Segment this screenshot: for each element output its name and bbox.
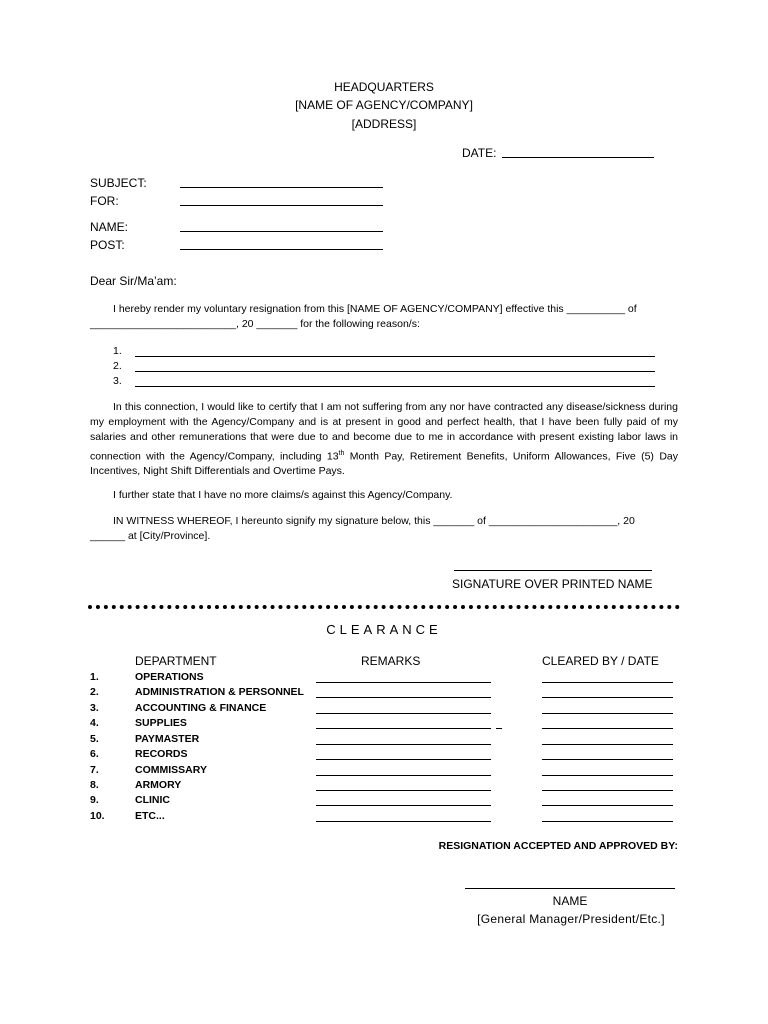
reason-number: 2. [113,360,122,372]
column-header-cleared-by-date: CLEARED BY / DATE [542,654,659,668]
row-number: 5. [90,733,99,745]
remarks-field[interactable] [316,713,491,714]
body-paragraph-1-line-2: _________________________, 20 _______ for the following reason/s: [90,318,420,330]
header-address: [ADDRESS] [351,117,417,131]
header-title: HEADQUARTERS [334,80,434,94]
certification-text: In this connection, I would like to certify that I am not suffering from any nor have contracted any disease/sickness during my employment with the Agency/Company and is at present in good and perfect health, that I have been fully paid of my salaries and other remunerations that were due to and become due to me in accordance with present existing labor laws in connection with the Agency/Company, including 13 [90,401,678,463]
reason-number: 1. [113,345,122,357]
name-label: NAME: [90,220,129,234]
department-name: CLINIC [135,794,170,806]
subject-label: SUBJECT: [90,176,147,190]
row-number: 3. [90,702,99,714]
witness-line-2: ______ at [City/Province]. [90,530,211,542]
reason-field-3[interactable] [135,386,655,387]
department-name: ARMORY [135,779,182,791]
clearance-title: CLEARANCE [326,622,442,637]
reason-number: 3. [113,375,122,387]
header-agency: [NAME OF AGENCY/COMPANY] [295,98,473,112]
remarks-field[interactable] [316,790,491,791]
name-field[interactable] [180,231,383,232]
cleared-by-field[interactable] [542,713,673,714]
cleared-by-field[interactable] [542,805,673,806]
cleared-by-field[interactable] [542,790,673,791]
column-header-remarks: REMARKS [361,654,421,668]
approval-label: RESIGNATION ACCEPTED AND APPROVED BY: [438,840,678,852]
post-field[interactable] [180,249,383,250]
department-name: ACCOUNTING & FINANCE [135,702,267,714]
row-number: 4. [90,717,99,729]
cleared-by-field[interactable] [542,759,673,760]
cleared-by-field[interactable] [542,697,673,698]
approver-role: [General Manager/President/Etc.] [477,912,665,926]
approver-name: NAME [552,894,588,908]
department-name: SUPPLIES [135,717,187,729]
approver-signature-field[interactable] [465,888,675,889]
cleared-by-field[interactable] [542,682,673,683]
salutation: Dear Sir/Ma’am: [90,274,177,288]
reason-field-1[interactable] [135,356,655,357]
department-name: ADMINISTRATION & PERSONNEL [135,686,304,698]
remarks-field[interactable] [316,682,491,683]
remarks-field[interactable] [316,805,491,806]
department-name: COMMISSARY [135,764,207,776]
row-number: 7. [90,764,99,776]
reason-field-2[interactable] [135,371,655,372]
department-name: ETC... [135,810,165,822]
remarks-field[interactable] [316,759,491,760]
subject-field[interactable] [180,187,383,188]
certification-text-end: Month Pay, Retirement Benefits, Uniform Allowances, Five (5) Day Incentives, Night Shift Differentials and Overtime Pays. [90,450,678,478]
remarks-field[interactable] [316,744,491,745]
row-number: 9. [90,794,99,806]
row-number: 10. [90,810,105,822]
stray-mark [496,728,502,729]
for-label: FOR: [90,194,119,208]
body-paragraph-3: I further state that I have no more claims/s against this Agency/Company. [113,489,453,501]
remarks-field[interactable] [316,728,491,729]
department-name: OPERATIONS [135,671,204,683]
witness-line-1: IN WITNESS WHEREOF, I hereunto signify my signature below, this _______ of ______________________, 20 [113,515,635,527]
cleared-by-field[interactable] [542,728,673,729]
row-number: 6. [90,748,99,760]
row-number: 2. [90,686,99,698]
date-label: DATE: [462,146,497,160]
ordinal-suffix: th [338,449,345,457]
cleared-by-field[interactable] [542,775,673,776]
post-label: POST: [90,238,125,252]
date-field[interactable] [502,157,654,158]
body-paragraph-1-line-1: I hereby render my voluntary resignation from this [NAME OF AGENCY/COMPANY] effective this __________ of [113,303,637,315]
cleared-by-field[interactable] [542,821,673,822]
for-field[interactable] [180,205,383,206]
column-header-department: DEPARTMENT [135,654,217,668]
section-divider [88,605,680,609]
cleared-by-field[interactable] [542,744,673,745]
department-name: RECORDS [135,748,188,760]
row-number: 8. [90,779,99,791]
body-paragraph-2 [90,400,678,480]
remarks-field[interactable] [316,697,491,698]
signature-field[interactable] [454,570,652,571]
row-number: 1. [90,671,99,683]
department-name: PAYMASTER [135,733,200,745]
remarks-field[interactable] [316,821,491,822]
signature-label: SIGNATURE OVER PRINTED NAME [452,577,653,591]
remarks-field[interactable] [316,775,491,776]
